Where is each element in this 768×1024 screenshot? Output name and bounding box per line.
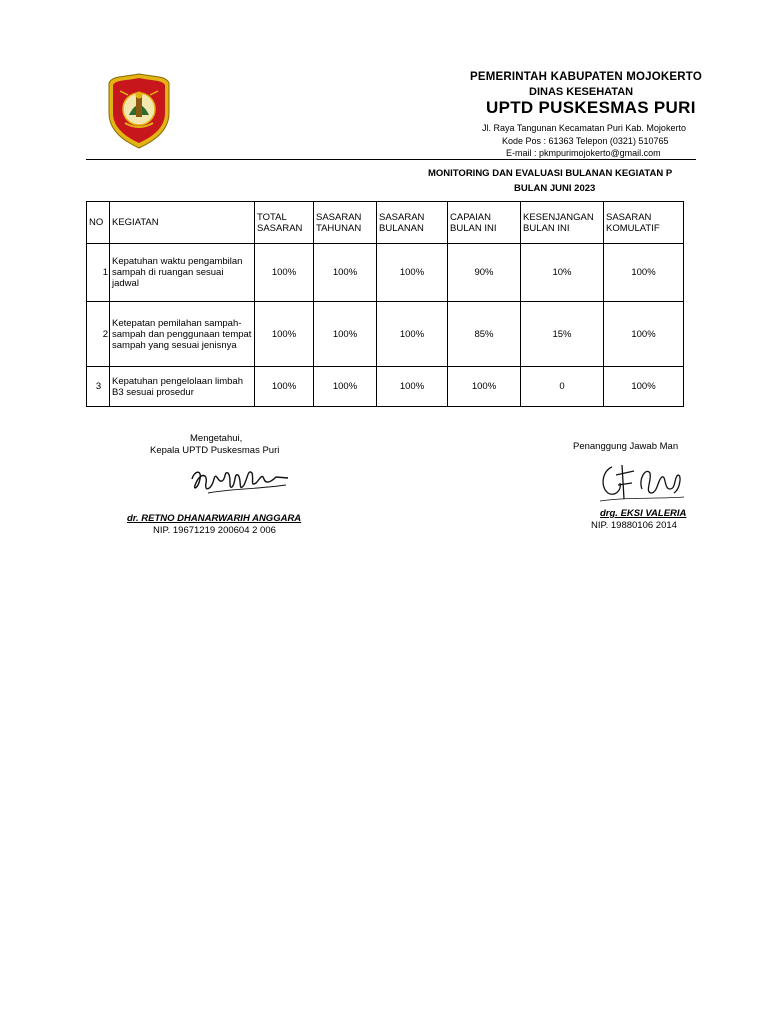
letterhead-institution: UPTD PUSKESMAS PURI	[486, 98, 696, 117]
row-sasaran-komulatif: 100%	[604, 367, 684, 407]
left-sign-name: dr. RETNO DHANARWARIH ANGGARA	[127, 513, 302, 524]
row-total-sasaran: 100%	[255, 244, 314, 302]
row-number: 2	[87, 302, 110, 367]
header-kesenjangan-bulan-ini: KESENJANGAN BULAN INI	[521, 202, 604, 244]
row-number: 1	[87, 244, 110, 302]
right-signature-image	[598, 459, 684, 505]
letterhead-department: DINAS KESEHATAN	[529, 86, 634, 98]
row-kesenjangan-bulan-ini: 15%	[521, 302, 604, 367]
row-total-sasaran: 100%	[255, 367, 314, 407]
left-sign-nip: NIP. 19671219 200604 2 006	[153, 525, 276, 536]
letterhead-divider	[86, 159, 696, 160]
row-kesenjangan-bulan-ini: 10%	[521, 244, 604, 302]
row-sasaran-bulanan: 100%	[377, 302, 448, 367]
row-kegiatan: Ketepatan pemilahan sampah-sampah dan penggunaan tempat sampah yang sesuai jenisnya	[110, 302, 255, 367]
table-row	[87, 302, 684, 367]
left-sign-acknowledged: Mengetahui,	[190, 433, 243, 444]
header-total-sasaran: TOTAL SASARAN	[255, 202, 314, 244]
right-sign-position: Penanggung Jawab Man	[573, 441, 679, 452]
row-sasaran-tahunan: 100%	[314, 367, 377, 407]
row-sasaran-tahunan: 100%	[314, 302, 377, 367]
row-kesenjangan-bulan-ini: 0	[521, 367, 604, 407]
right-sign-name: drg. EKSI VALERIA	[600, 508, 687, 519]
row-capaian-bulan-ini: 100%	[448, 367, 521, 407]
row-sasaran-bulanan: 100%	[377, 244, 448, 302]
header-sasaran-komulatif: SASARAN KOMULATIF	[604, 202, 684, 244]
table-row	[87, 367, 684, 407]
letterhead-address: Jl. Raya Tangunan Kecamatan Puri Kab. Mojokerto	[482, 123, 686, 133]
row-capaian-bulan-ini: 90%	[448, 244, 521, 302]
right-sign-nip: NIP. 19880106 2014	[591, 520, 677, 531]
row-sasaran-bulanan: 100%	[377, 367, 448, 407]
letterhead-email: E-mail : pkmpurimojokerto@gmail.com	[506, 148, 661, 158]
monitoring-table	[86, 201, 684, 407]
row-capaian-bulan-ini: 85%	[448, 302, 521, 367]
header-sasaran-bulanan: SASARAN BULANAN	[377, 202, 448, 244]
row-total-sasaran: 100%	[255, 302, 314, 367]
row-kegiatan: Kepatuhan pengelolaan limbah B3 sesuai prosedur	[110, 367, 255, 407]
left-signature-image	[188, 459, 292, 501]
report-period: BULAN JUNI 2023	[514, 183, 596, 194]
regency-coat-of-arms-icon	[108, 73, 170, 149]
table-row	[87, 244, 684, 302]
report-title: MONITORING DAN EVALUASI BULANAN KEGIATAN P	[428, 168, 673, 179]
row-sasaran-tahunan: 100%	[314, 244, 377, 302]
header-no: NO	[87, 202, 110, 244]
row-kegiatan: Kepatuhan waktu pengambilan sampah di ruangan sesuai jadwal	[110, 244, 255, 302]
header-sasaran-tahunan: SASARAN TAHUNAN	[314, 202, 377, 244]
header-kegiatan: KEGIATAN	[110, 202, 255, 244]
row-sasaran-komulatif: 100%	[604, 244, 684, 302]
header-capaian-bulan-ini: CAPAIAN BULAN INI	[448, 202, 521, 244]
letterhead-contact: Kode Pos : 61363 Telepon (0321) 510765	[502, 136, 669, 146]
row-sasaran-komulatif: 100%	[604, 302, 684, 367]
letterhead-government: PEMERINTAH KABUPATEN MOJOKERTO	[470, 71, 702, 83]
left-sign-position: Kepala UPTD Puskesmas Puri	[150, 445, 280, 456]
row-number: 3	[87, 367, 110, 407]
table-header-row	[87, 202, 684, 244]
